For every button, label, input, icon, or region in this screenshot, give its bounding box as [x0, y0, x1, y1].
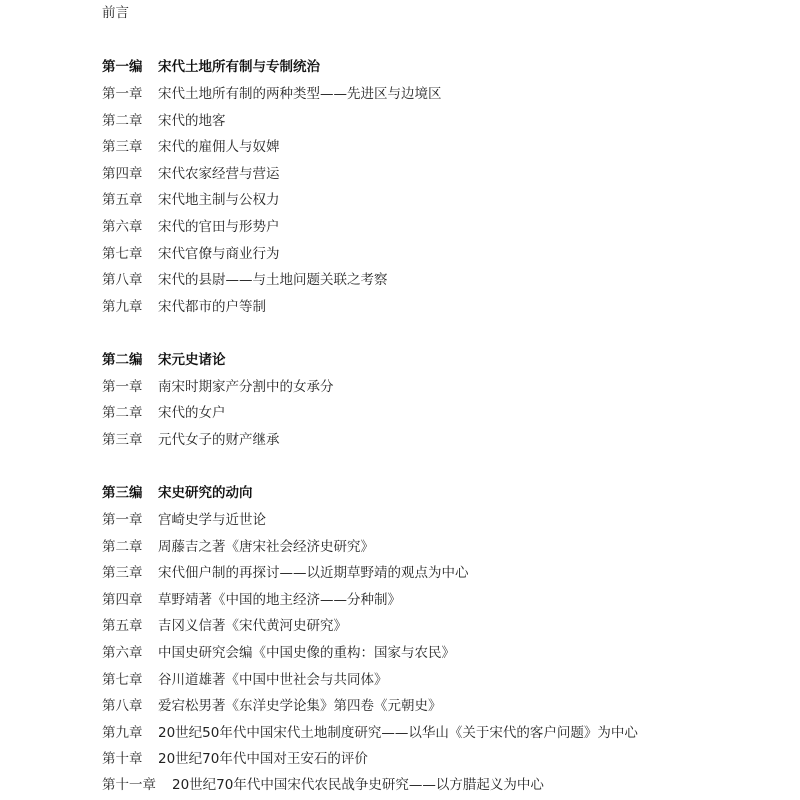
chapter-entry[interactable]: [102, 83, 442, 105]
chapter-title: 宋代的地客: [158, 113, 226, 129]
chapter-title: 宋代的官田与形势户: [158, 219, 280, 235]
chapter-entry[interactable]: [102, 136, 280, 158]
preface-title: 前言: [102, 5, 129, 21]
chapter-entry[interactable]: [102, 429, 280, 451]
chapter-entry[interactable]: [102, 189, 280, 211]
part-title: 宋代土地所有制与专制统治: [158, 59, 320, 75]
chapter-title: 宋代地主制与公权力: [158, 192, 280, 208]
chapter-title: 宋代的雇佣人与奴婢: [158, 139, 280, 155]
chapter-entry[interactable]: [102, 615, 347, 637]
chapter-title: 爱宕松男著《东洋史学论集》第四卷《元朝史》: [158, 698, 442, 714]
chapter-entry[interactable]: [102, 669, 388, 691]
chapter-number: 第九章: [102, 725, 143, 741]
chapter-title: 20世纪70年代中国宋代农民战争史研究——以方腊起义为中心: [172, 777, 544, 793]
part-title: 宋史研究的动向: [158, 485, 253, 501]
chapter-number: 第十一章: [102, 777, 156, 793]
chapter-title: 20世纪50年代中国宋代土地制度研究——以华山《关于宋代的客户问题》为中心: [158, 725, 638, 741]
chapter-title: 宫崎史学与近世论: [158, 512, 266, 528]
part-number: 第一编: [102, 59, 143, 75]
part-heading-1[interactable]: [102, 56, 320, 78]
chapter-entry[interactable]: [102, 376, 334, 398]
part-number: 第二编: [102, 352, 143, 368]
chapter-number: 第十章: [102, 751, 143, 767]
chapter-entry[interactable]: [102, 509, 266, 531]
chapter-entry[interactable]: [102, 216, 280, 238]
chapter-number: 第八章: [102, 698, 143, 714]
chapter-entry[interactable]: [102, 589, 401, 611]
chapter-number: 第七章: [102, 672, 143, 688]
chapter-entry[interactable]: [102, 243, 280, 265]
chapter-title: 元代女子的财产继承: [158, 432, 280, 448]
chapter-number: 第五章: [102, 618, 143, 634]
chapter-number: 第七章: [102, 246, 143, 262]
chapter-number: 第一章: [102, 379, 143, 395]
chapter-number: 第二章: [102, 405, 143, 421]
chapter-number: 第一章: [102, 86, 143, 102]
chapter-entry[interactable]: [102, 402, 226, 424]
chapter-entry[interactable]: [102, 774, 544, 796]
chapter-title: 宋代都市的户等制: [158, 299, 266, 315]
chapter-entry[interactable]: [102, 695, 442, 717]
chapter-title: 宋代土地所有制的两种类型——先进区与边境区: [158, 86, 442, 102]
chapter-title: 20世纪70年代中国对王安石的评价: [158, 751, 368, 767]
preface-entry[interactable]: [102, 2, 129, 24]
chapter-number: 第三章: [102, 139, 143, 155]
chapter-number: 第二章: [102, 539, 143, 555]
chapter-number: 第四章: [102, 166, 143, 182]
chapter-title: 南宋时期家产分割中的女承分: [158, 379, 334, 395]
chapter-entry[interactable]: [102, 269, 388, 291]
part-heading-3[interactable]: [102, 482, 253, 504]
chapter-number: 第四章: [102, 592, 143, 608]
chapter-number: 第六章: [102, 219, 143, 235]
chapter-number: 第九章: [102, 299, 143, 315]
chapter-title: 吉冈义信著《宋代黄河史研究》: [158, 618, 347, 634]
chapter-title: 宋代农家经营与营运: [158, 166, 280, 182]
part-title: 宋元史诸论: [158, 352, 226, 368]
chapter-entry[interactable]: [102, 536, 374, 558]
chapter-entry[interactable]: [102, 562, 469, 584]
chapter-entry[interactable]: [102, 722, 638, 744]
chapter-entry[interactable]: [102, 296, 266, 318]
chapter-number: 第二章: [102, 113, 143, 129]
chapter-title: 周藤吉之著《唐宋社会经济史研究》: [158, 539, 374, 555]
chapter-number: 第八章: [102, 272, 143, 288]
chapter-number: 第五章: [102, 192, 143, 208]
chapter-number: 第一章: [102, 512, 143, 528]
chapter-entry[interactable]: [102, 110, 226, 132]
part-heading-2[interactable]: [102, 349, 226, 371]
chapter-number: 第三章: [102, 432, 143, 448]
chapter-number: 第三章: [102, 565, 143, 581]
chapter-title: 宋代佃户制的再探讨——以近期草野靖的观点为中心: [158, 565, 469, 581]
chapter-title: 宋代官僚与商业行为: [158, 246, 280, 262]
chapter-entry[interactable]: [102, 163, 280, 185]
chapter-title: 谷川道雄著《中国中世社会与共同体》: [158, 672, 388, 688]
chapter-title: 宋代的女户: [158, 405, 226, 421]
chapter-entry[interactable]: [102, 642, 455, 664]
chapter-title: 中国史研究会编《中国史像的重构：国家与农民》: [158, 645, 455, 661]
chapter-number: 第六章: [102, 645, 143, 661]
chapter-entry[interactable]: [102, 748, 368, 770]
chapter-title: 草野靖著《中国的地主经济——分种制》: [158, 592, 401, 608]
chapter-title: 宋代的县尉——与土地问题关联之考察: [158, 272, 388, 288]
part-number: 第三编: [102, 485, 143, 501]
